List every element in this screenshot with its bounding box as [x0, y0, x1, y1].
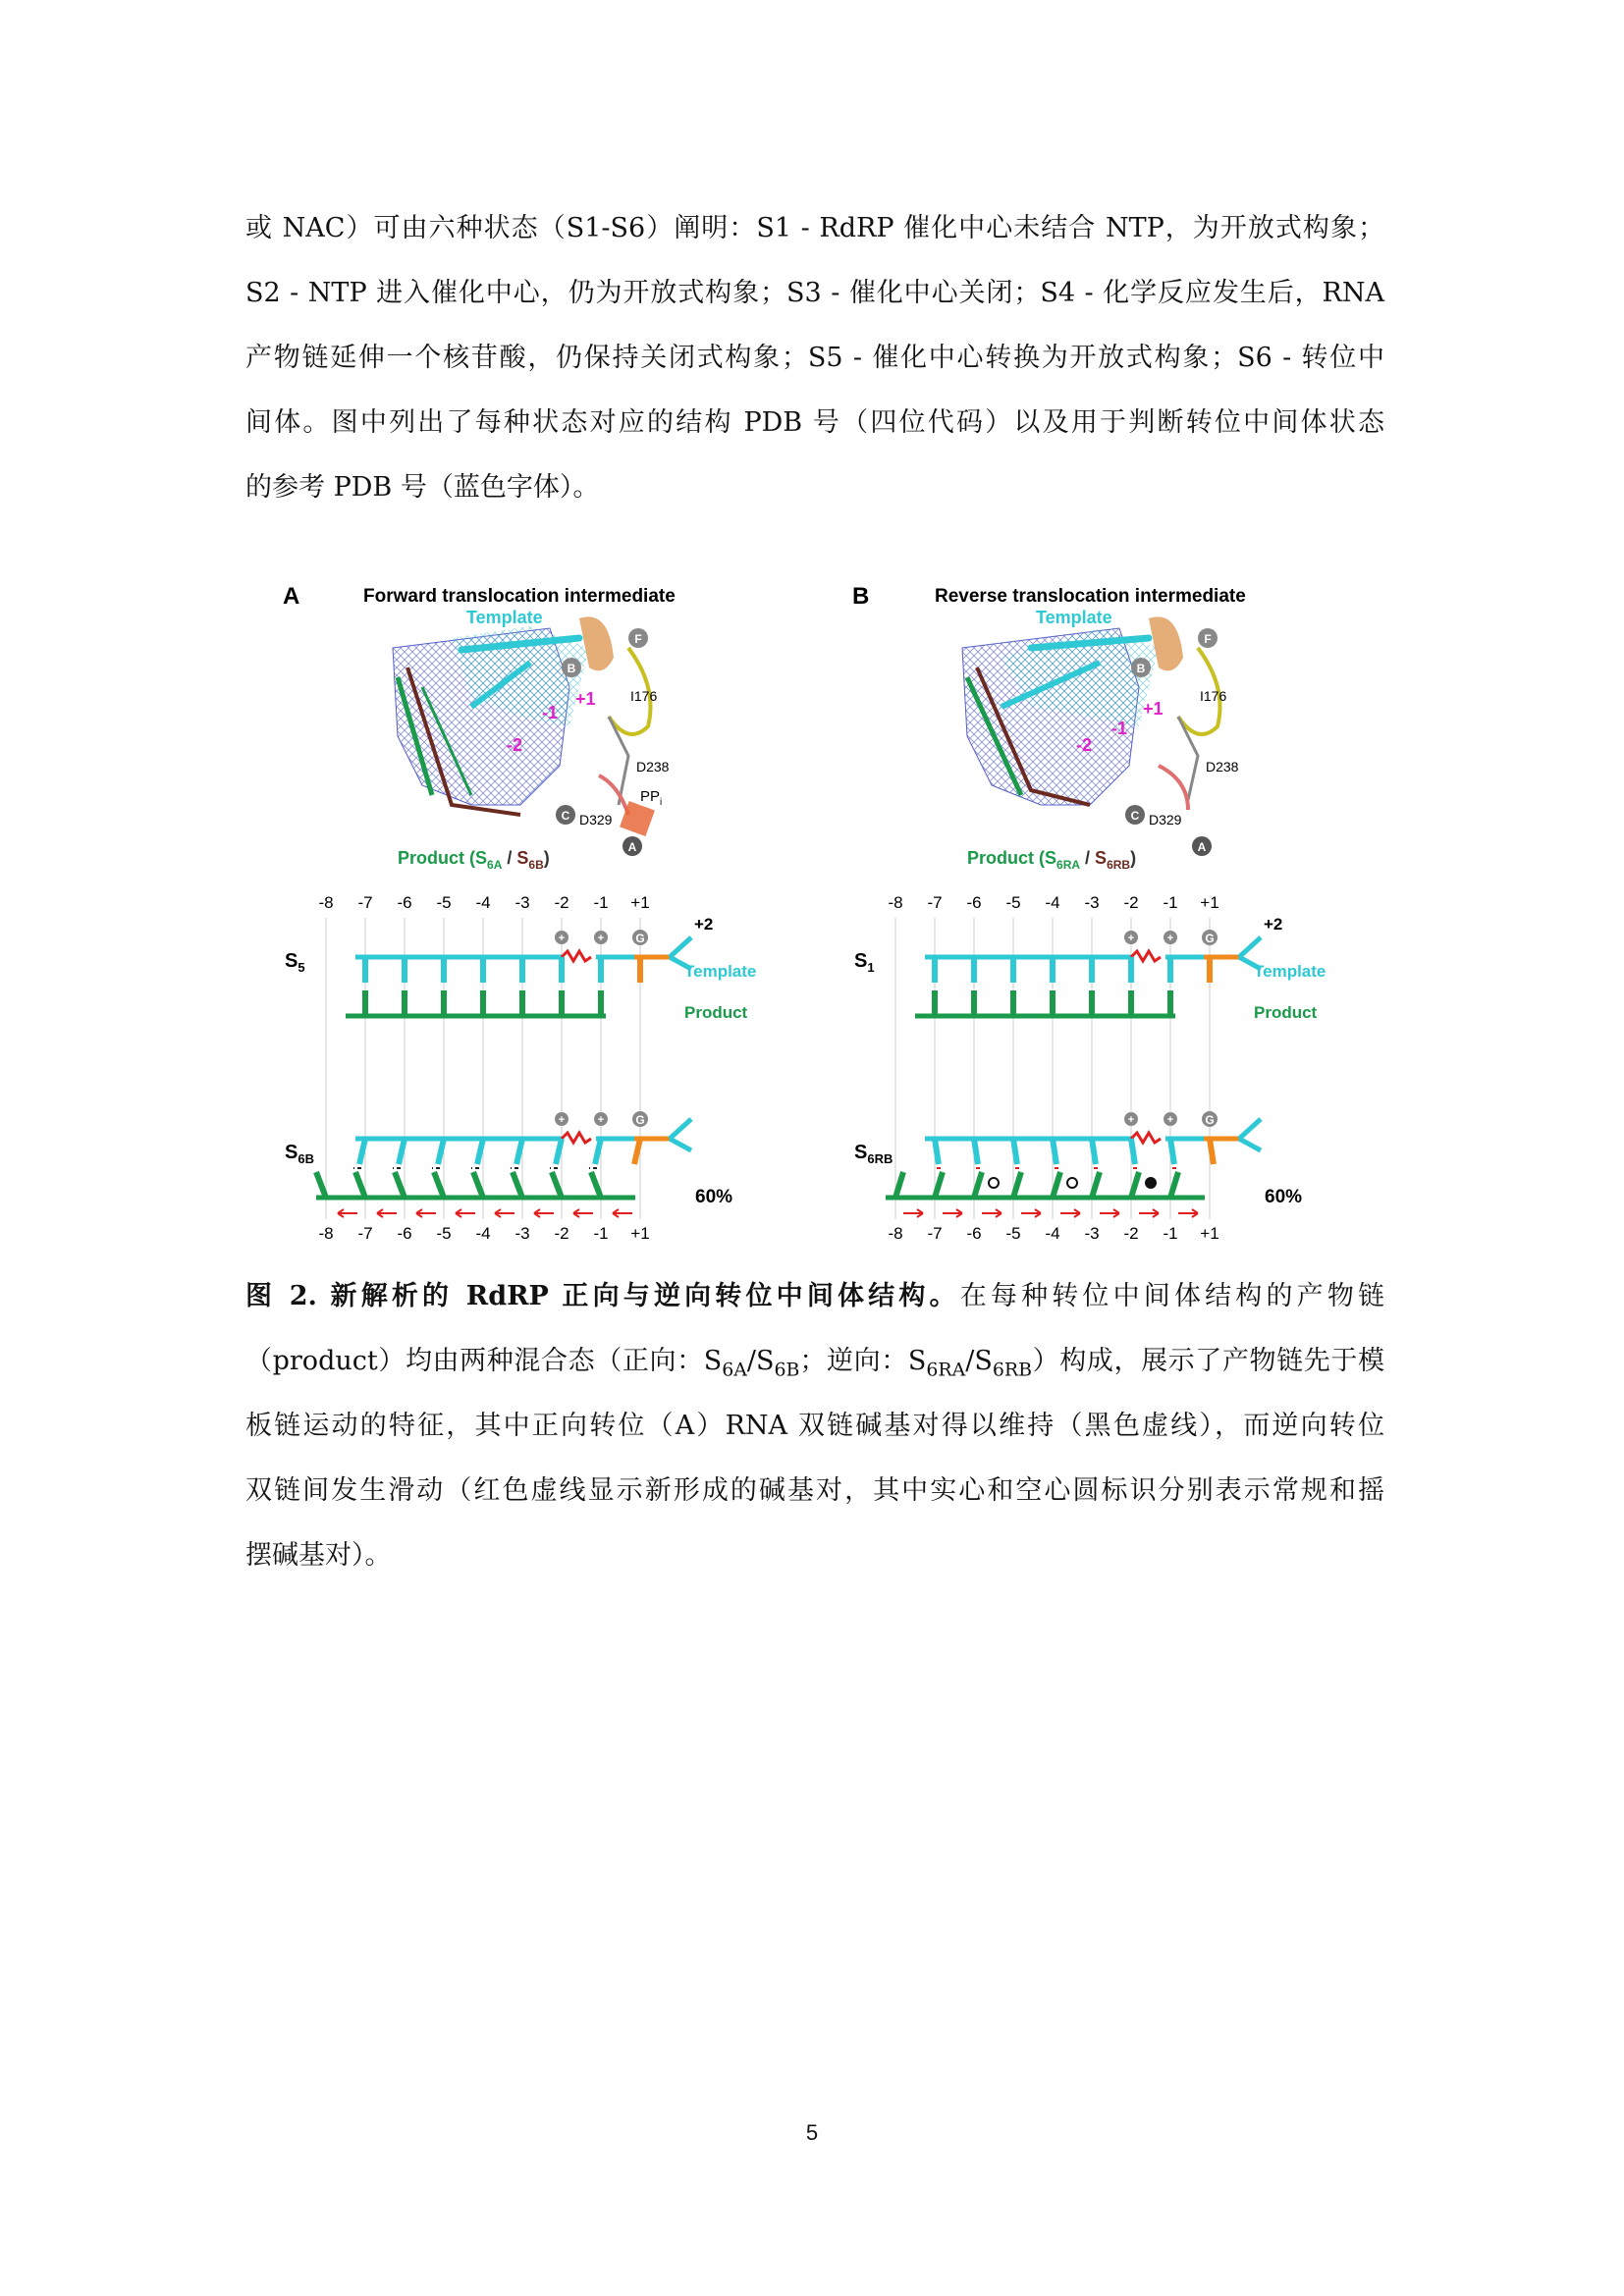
direction-arrow — [338, 1209, 357, 1217]
intro-line: 的参考 PDB 号（蓝色字体）。 — [245, 472, 600, 503]
template-text: Template — [684, 962, 757, 981]
tick-label: -4 — [1045, 1224, 1060, 1243]
wobble-pair-icon — [989, 1178, 999, 1188]
template-overhang — [1239, 1119, 1261, 1150]
product-base — [1131, 1172, 1139, 1198]
product-text: Product — [684, 1003, 748, 1022]
tick-label: -8 — [888, 1224, 903, 1243]
page-number: 5 — [805, 2120, 819, 2145]
direction-arrow — [613, 1209, 632, 1217]
product-base — [513, 1172, 522, 1198]
template-base — [595, 1139, 601, 1164]
direction-arrow — [903, 1209, 923, 1217]
product-text: Product — [1254, 1003, 1318, 1022]
caption-line: 摆碱基对）。 — [245, 1540, 392, 1571]
structure-image — [962, 608, 1239, 872]
tick-label: -8 — [318, 893, 334, 912]
template-base — [399, 1139, 405, 1164]
state-label: $S_{6B}$ — [285, 1142, 314, 1166]
tick-label: -2 — [554, 893, 569, 912]
plus-symbol: + — [558, 933, 566, 944]
percent-label: 60% — [1265, 1187, 1303, 1207]
motif-label: C — [1130, 809, 1140, 823]
template-base — [516, 1139, 522, 1164]
percent-label: 60% — [695, 1187, 733, 1207]
kink-mark — [1131, 951, 1161, 961]
tick-label: -8 — [318, 1224, 334, 1243]
kink-mark — [1131, 1133, 1161, 1143]
tick-label: -5 — [1005, 1224, 1021, 1243]
motif-label: F — [1204, 632, 1212, 646]
plus2-label: +2 — [1264, 915, 1283, 934]
canonical-pair-icon — [1145, 1177, 1157, 1189]
residue-label: D329 — [579, 812, 613, 828]
state-label: $S_1$ — [854, 950, 875, 975]
direction-arrow — [456, 1209, 475, 1217]
motif-label: B — [1136, 662, 1146, 675]
template-base — [1131, 1139, 1135, 1164]
product-label: Product $(S_{6RA} / S_{6RB})$ — [967, 848, 1137, 872]
product-base — [473, 1172, 483, 1198]
plus-symbol: + — [558, 1114, 566, 1126]
wobble-pair-icon — [1067, 1178, 1077, 1188]
product-label: Product $(S_{6A} / S_{6B})$ — [398, 848, 550, 872]
direction-arrow — [982, 1209, 1001, 1217]
tick-label: +1 — [1200, 893, 1219, 912]
residue-label: I176 — [1200, 688, 1227, 704]
panel-b — [852, 583, 1326, 1243]
tick-label: +1 — [630, 893, 650, 912]
template-label: Template — [466, 608, 543, 627]
plus-symbol: + — [1127, 933, 1135, 944]
tick-label: -2 — [554, 1224, 569, 1243]
template-base — [556, 1139, 562, 1164]
plus2-label: +2 — [694, 915, 714, 934]
tick-label: -5 — [436, 1224, 452, 1243]
tick-label: -1 — [593, 893, 609, 912]
tick-label: +1 — [1200, 1224, 1219, 1243]
motif-label: C — [561, 809, 570, 823]
caption-title: 图 2. 新解析的 RdRP 正向与逆向转位中间体结构。 — [245, 1281, 960, 1311]
template-base — [1170, 1139, 1174, 1164]
direction-arrow — [943, 1209, 962, 1217]
direction-arrow — [495, 1209, 514, 1217]
direction-arrow — [534, 1209, 554, 1217]
product-base — [1053, 1172, 1060, 1198]
intro-line: 或 NAC）可由六种状态（S1-S6）阐明：S1 - RdRP 催化中心未结合 NTP，为开放式构象； — [245, 213, 1384, 243]
direction-arrow — [377, 1209, 397, 1217]
residue-label: I176 — [630, 688, 658, 704]
tick-label: -7 — [357, 893, 373, 912]
plus-symbol: + — [1166, 1114, 1174, 1126]
template-base — [974, 1139, 978, 1164]
template-base — [935, 1139, 939, 1164]
figure-2 — [275, 569, 1355, 1276]
tick-label: -1 — [1163, 893, 1178, 912]
direction-arrow — [416, 1209, 436, 1217]
tick-label: +1 — [630, 1224, 650, 1243]
caption-text: /S — [746, 1346, 775, 1376]
tick-label: -5 — [1005, 893, 1021, 912]
product-base — [395, 1172, 405, 1198]
residue-label: D238 — [636, 759, 670, 774]
template-base — [1092, 1139, 1096, 1164]
template-overhang — [670, 1119, 691, 1150]
subscript: 6B — [774, 1359, 800, 1381]
caption-text: ）构成，展示了产物链先于模 — [1031, 1346, 1385, 1376]
product-base — [895, 1172, 903, 1198]
tick-label: -5 — [436, 893, 452, 912]
intro-paragraph — [245, 196, 1384, 520]
caption-line — [245, 1329, 1384, 1394]
caption-line: 双链间发生滑动（红色虚线显示新形成的碱基对，其中实心和空心圆标识分别表示常规和摇 — [245, 1475, 1384, 1506]
caption-line — [245, 1264, 1384, 1329]
plus-symbol: + — [597, 933, 605, 944]
tick-label: -4 — [475, 893, 491, 912]
state-label: $S_{6RB}$ — [854, 1142, 893, 1166]
intro-line: 产物链延伸一个核苷酸，仍保持关闭式构象；S5 - 催化中心转换为开放式构象；S6 - 转位中 — [245, 343, 1384, 373]
residue-label: D329 — [1149, 812, 1182, 828]
direction-arrow — [1021, 1209, 1041, 1217]
tick-label: -6 — [966, 893, 982, 912]
g-symbol: G — [635, 1113, 645, 1127]
template-text: Template — [1254, 962, 1326, 981]
product-base — [1013, 1172, 1021, 1198]
template-base — [1013, 1139, 1017, 1164]
position-label: +1 — [1143, 699, 1164, 719]
template-base — [359, 1139, 365, 1164]
g-symbol: G — [635, 932, 645, 945]
tick-label: -7 — [927, 1224, 943, 1243]
subscript: 6A — [722, 1359, 747, 1381]
tick-label: -1 — [593, 1224, 609, 1243]
template-label: Template — [1036, 608, 1112, 627]
subscript: 6RA — [926, 1359, 966, 1381]
caption-line: 板链运动的特征，其中正向转位（A）RNA 双链碱基对得以维持（黑色虚线），而逆向转位 — [245, 1411, 1384, 1441]
g-symbol: G — [1205, 932, 1215, 945]
panel-letter: B — [852, 583, 870, 610]
template-base — [438, 1139, 444, 1164]
direction-arrow — [1139, 1209, 1159, 1217]
tick-label: -7 — [927, 893, 943, 912]
panel-letter: A — [283, 583, 300, 610]
intro-line: 间体。图中列出了每种状态对应的结构 PDB 号（四位代码）以及用于判断转位中间体状态 — [245, 407, 1384, 438]
intro-line: S2 - NTP 进入催化中心，仍为开放式构象；S3 - 催化中心关闭；S4 - 化学反应发生后，RNA — [245, 278, 1384, 308]
panel-a — [283, 583, 756, 1243]
figure-svg — [275, 569, 1355, 1276]
tick-label: -3 — [1084, 893, 1100, 912]
direction-arrow — [1100, 1209, 1119, 1217]
tick-label: -4 — [475, 1224, 491, 1243]
tick-label: -2 — [1123, 893, 1139, 912]
tick-label: -6 — [966, 1224, 982, 1243]
position-label: -2 — [1076, 735, 1093, 755]
kink-mark — [562, 951, 591, 961]
residue-label: D238 — [1206, 759, 1239, 774]
direction-arrow — [1060, 1209, 1080, 1217]
position-label: +1 — [575, 689, 596, 709]
kink-mark — [562, 1133, 591, 1143]
structure-image — [393, 608, 670, 872]
tick-label: -6 — [397, 893, 412, 912]
tick-label: -3 — [1084, 1224, 1100, 1243]
product-base — [1092, 1172, 1100, 1198]
caption-text: 在每种转位中间体结构的产物链 — [959, 1281, 1384, 1311]
product-base — [1170, 1172, 1178, 1198]
position-label: -2 — [507, 735, 523, 755]
tick-label: -8 — [888, 893, 903, 912]
state-label: $S_5$ — [285, 950, 305, 975]
ppi-label: $PP_i$ — [640, 788, 663, 808]
caption-text: ；逆向：S — [799, 1346, 927, 1376]
product-base — [434, 1172, 444, 1198]
tick-label: -3 — [514, 893, 530, 912]
product-base — [355, 1172, 365, 1198]
tick-label: -4 — [1045, 893, 1060, 912]
subscript: 6RB — [992, 1359, 1032, 1381]
position-label: -1 — [1111, 719, 1128, 738]
schematic-b — [886, 893, 1326, 1243]
product-base — [552, 1172, 562, 1198]
position-label: -1 — [542, 703, 559, 722]
schematic-a — [316, 893, 756, 1243]
direction-arrow — [573, 1209, 593, 1217]
tick-label: -1 — [1163, 1224, 1178, 1243]
product-base — [591, 1172, 601, 1198]
template-base — [634, 1139, 640, 1164]
caption-text: /S — [965, 1346, 993, 1376]
template-base — [477, 1139, 483, 1164]
g-symbol: G — [1205, 1113, 1215, 1127]
caption-text: （product）均由两种混合态（正向：S — [245, 1346, 723, 1376]
plus-symbol: + — [597, 1114, 605, 1126]
motif-label: A — [1197, 840, 1207, 854]
product-base — [316, 1172, 326, 1198]
tick-label: -3 — [514, 1224, 530, 1243]
plus-symbol: + — [1166, 933, 1174, 944]
panel-title: Reverse translocation intermediate — [935, 586, 1246, 607]
tick-label: -7 — [357, 1224, 373, 1243]
direction-arrow — [1178, 1209, 1198, 1217]
product-base — [974, 1172, 982, 1198]
plus-symbol: + — [1127, 1114, 1135, 1126]
template-base — [1053, 1139, 1056, 1164]
product-base — [935, 1172, 943, 1198]
figure-caption — [245, 1264, 1384, 1588]
motif-label: B — [567, 662, 576, 675]
motif-label: A — [627, 840, 637, 854]
tick-label: -2 — [1123, 1224, 1139, 1243]
template-base — [1210, 1139, 1214, 1164]
tick-label: -6 — [397, 1224, 412, 1243]
motif-label: F — [634, 632, 642, 646]
panel-title: Forward translocation intermediate — [363, 586, 676, 607]
